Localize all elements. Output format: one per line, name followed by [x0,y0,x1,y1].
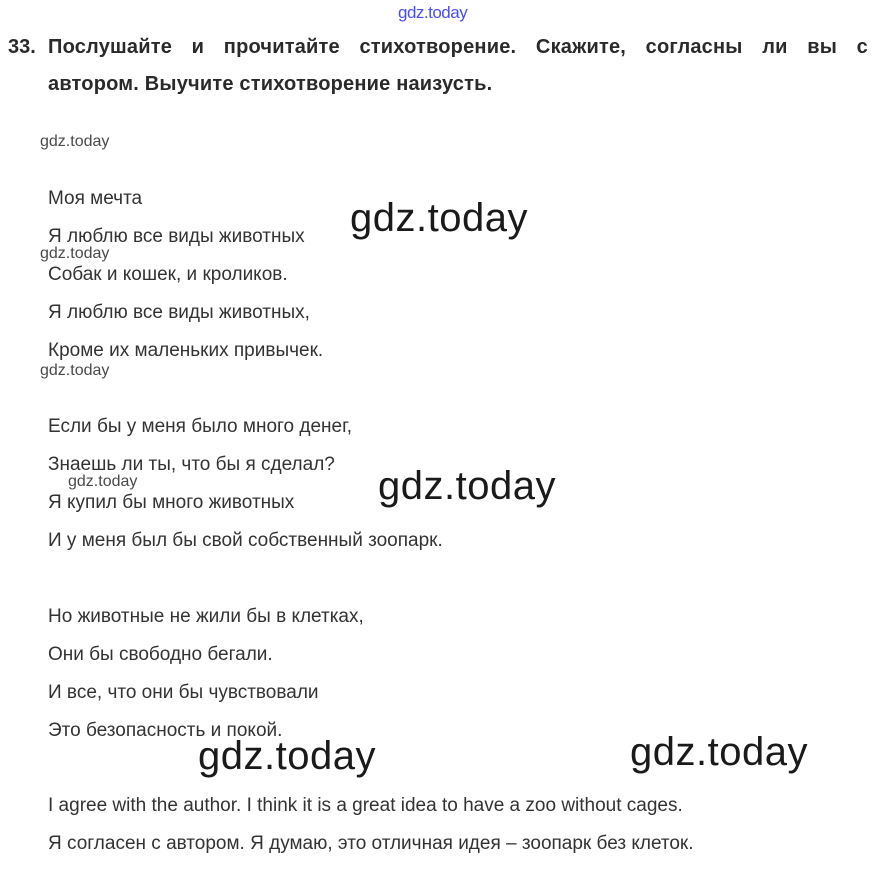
watermark-big: gdz.today [350,196,528,240]
watermark-small: gdz.today [40,245,110,262]
poem-line: И у меня был бы свой собственный зоопарк. [48,530,443,551]
watermark-big: gdz.today [198,734,376,778]
poem-line: Но животные не жили бы в клетках, [48,606,364,627]
answer-english: I agree with the author. I think it is a great idea to have a zoo without cages. [48,795,683,816]
task-instruction-line-2: автором. Выучите стихотворение наизусть. [48,73,493,95]
task-number: 33. [8,36,36,58]
poem-line: Если бы у меня было много денег, [48,416,352,437]
watermark-big: gdz.today [630,730,808,774]
poem-title: Моя мечта [48,188,143,209]
poem-line: Они бы свободно бегали. [48,644,273,665]
task-instruction-line-1: Послушайте и прочитайте стихотворение. Скажите, согласны ли вы с [48,36,868,58]
watermark-small: gdz.today [68,473,138,490]
poem-line: И все, что они бы чувствовали [48,682,319,703]
poem-line: Знаешь ли ты, что бы я сделал? [48,454,335,475]
poem-line: Это безопасность и покой. [48,720,283,741]
watermark-small: gdz.today [40,133,110,150]
poem-line: Собак и кошек, и кроликов. [48,264,288,285]
watermark-small: gdz.today [40,362,110,379]
poem-line: Кроме их маленьких привычек. [48,340,324,361]
answer-russian: Я согласен с автором. Я думаю, это отличная идея – зоопарк без клеток. [48,833,694,854]
poem-line: Я люблю все виды животных [48,226,305,247]
poem-line: Я люблю все виды животных, [48,302,310,323]
watermark-top: gdz.today [398,3,468,22]
poem-line: Я купил бы много животных [48,492,295,513]
watermark-big: gdz.today [378,464,556,508]
